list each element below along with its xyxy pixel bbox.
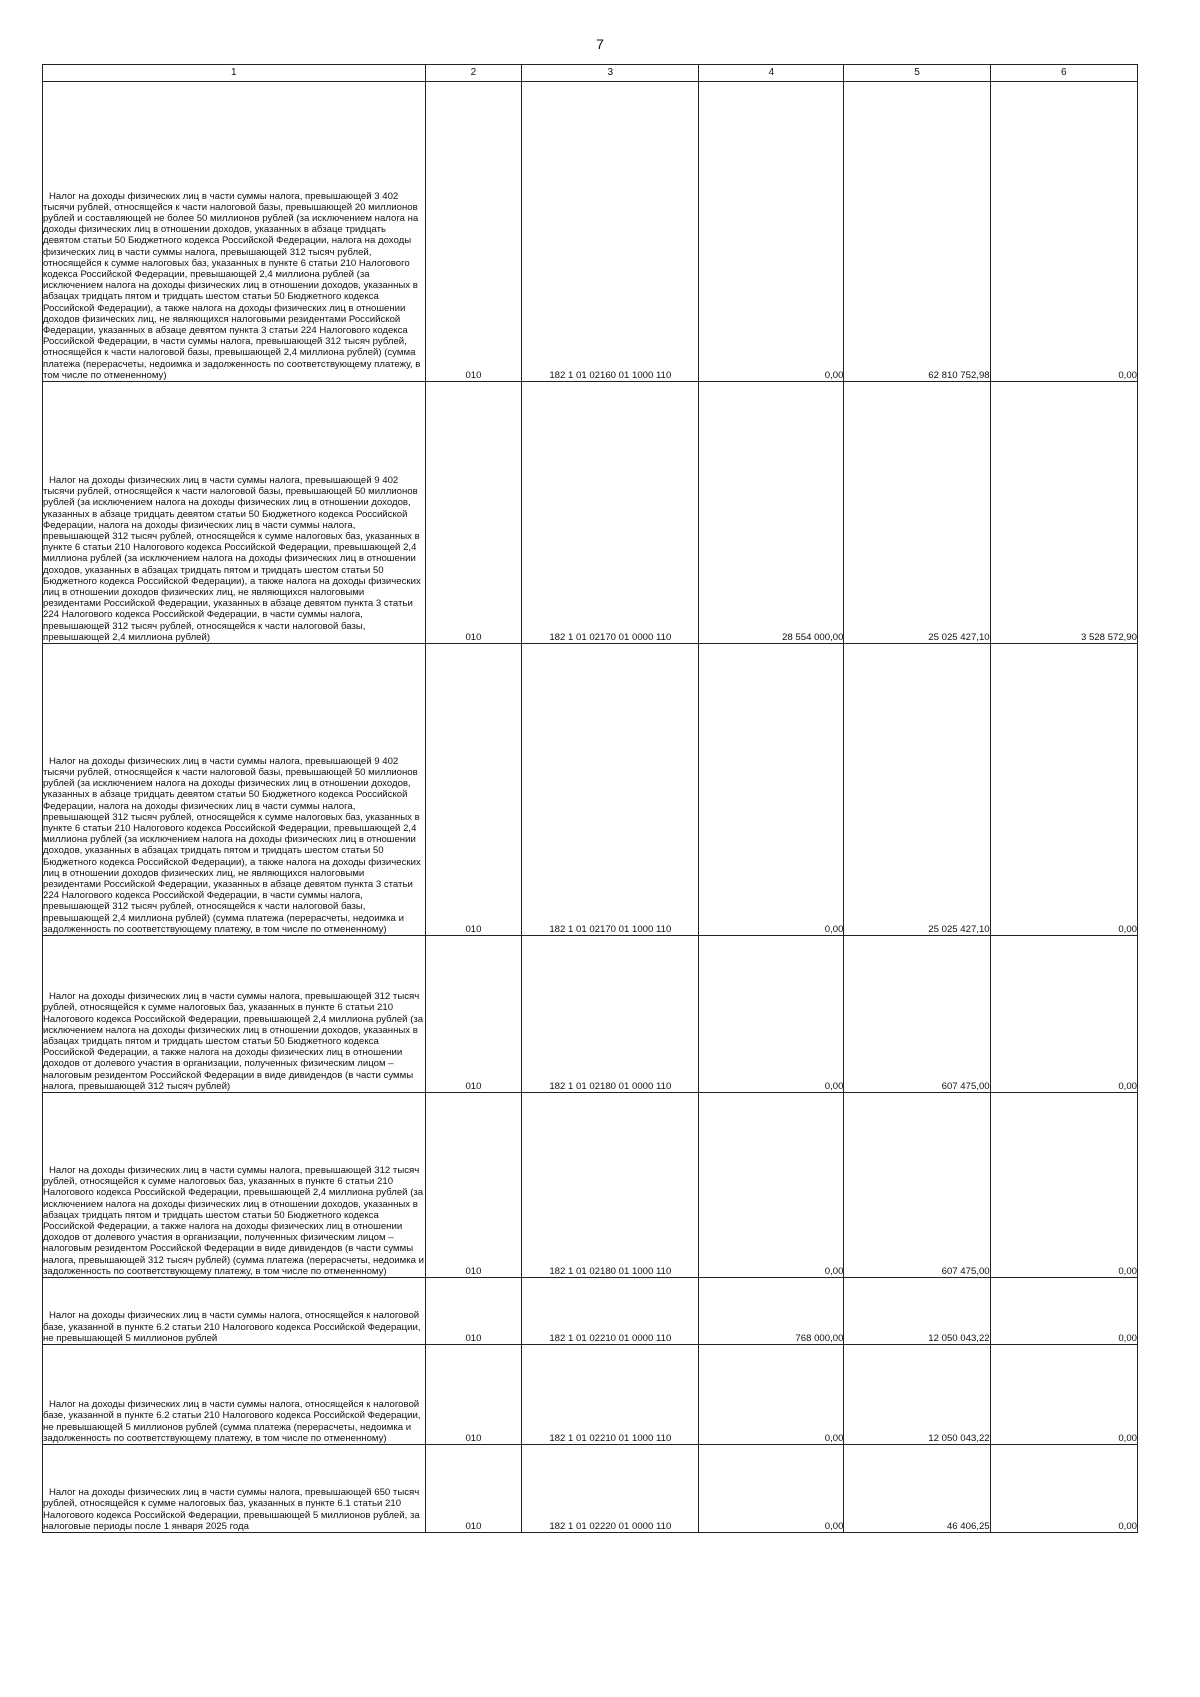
row-col5: 25 025 427,10 xyxy=(844,644,990,936)
row-code: 010 xyxy=(425,382,522,644)
table-row xyxy=(43,1093,1138,1278)
row-description: Налог на доходы физических лиц в части суммы налога, превышающей 312 тысяч рублей, относящейся к сумме налоговых баз, указанных в пункте 6 статьи 210 Налогового кодекса Российской Федерации, превышающей 2,4 миллиона рублей (за исключением налога на доходы физических лиц в отношении доходов, указанных в абзацах тридцать пятом и тридцать шестом статьи 50 Бюджетного кодекса Российской Федерации, а также налога на доходы физических лиц в отношении доходов от долевого участия в организации, полученных физическим лицом – налоговым резидентом Российской Федерации в виде дивидендов (в части суммы налога, превышающей 312 тысяч рублей) (сумма платежа (перерасчеты, недоимка и задолженность по соответствующему платежу, в том числе по отмененному) xyxy=(43,1093,426,1278)
row-code: 010 xyxy=(425,1278,522,1345)
row-col5: 62 810 752,98 xyxy=(844,82,990,382)
row-col4: 0,00 xyxy=(699,1093,844,1278)
header-row xyxy=(43,65,1138,82)
row-description: Налог на доходы физических лиц в части суммы налога, относящейся к налоговой базе, указанной в пункте 6.2 статьи 210 Налогового кодекса Российской Федерации, не превышающей 5 миллионов рублей (сумма платежа (перерасчеты, недоимка и задолженность по соответствующему платежу, в том числе по отмененному) xyxy=(43,1345,426,1445)
column-header-4: 4 xyxy=(699,65,844,82)
row-col4: 0,00 xyxy=(699,644,844,936)
row-col6: 0,00 xyxy=(990,936,1137,1093)
row-kbk: 182 1 01 02170 01 0000 110 xyxy=(522,382,699,644)
row-col6: 0,00 xyxy=(990,1445,1137,1533)
row-col6: 0,00 xyxy=(990,1278,1137,1345)
row-col6: 0,00 xyxy=(990,1093,1137,1278)
table-row xyxy=(43,382,1138,644)
column-header-3: 3 xyxy=(522,65,699,82)
row-code: 010 xyxy=(425,1093,522,1278)
revenue-table xyxy=(42,64,1138,1533)
row-col5: 607 475,00 xyxy=(844,1093,990,1278)
table-row xyxy=(43,1345,1138,1445)
row-kbk: 182 1 01 02160 01 1000 110 xyxy=(522,82,699,382)
row-description: Налог на доходы физических лиц в части суммы налога, превышающей 9 402 тысячи рублей, относящейся к части налоговой базы, превышающей 50 миллионов рублей (за исключением налога на доходы физических лиц в отношении доходов, указанных в абзаце тридцать девятом статьи 50 Бюджетного кодекса Российской Федерации, налога на доходы физических лиц в части суммы налога, превышающей 312 тысяч рублей, относящейся к сумме налоговых баз, указанных в пункте 6 статьи 210 Налогового кодекса Российской Федерации, превышающей 2,4 миллиона рублей (за исключением налога на доходы физических лиц в отношении доходов, указанных в абзацах тридцать пятом и тридцать шестом статьи 50 Бюджетного кодекса Российской Федерации), а также налога на доходы физических лиц в отношении доходов физических лиц, не являющихся налоговыми резидентами Российской Федерации, указанных в абзаце девятом пункта 3 статьи 224 Налогового кодекса Российской Федерации, в части суммы налога, превышающей 312 тысяч рублей, относящейся к части налоговой базы, превышающей 2,4 миллиона рублей) (сумма платежа (перерасчеты, недоимка и задолженность по соответствующему платежу, в том числе по отмененному) xyxy=(43,644,426,936)
row-col5: 12 050 043,22 xyxy=(844,1278,990,1345)
row-kbk: 182 1 01 02180 01 0000 110 xyxy=(522,936,699,1093)
row-code: 010 xyxy=(425,82,522,382)
row-col6: 0,00 xyxy=(990,1345,1137,1445)
row-code: 010 xyxy=(425,1345,522,1445)
page-number: 7 xyxy=(596,36,604,52)
row-description: Налог на доходы физических лиц в части суммы налога, превышающей 3 402 тысячи рублей, относящейся к части налоговой базы, превышающей 20 миллионов рублей и составляющей не более 50 миллионов рублей (за исключением налога на доходы физических лиц в отношении доходов, указанных в абзаце тридцать девятом статьи 50 Бюджетного кодекса Российской Федерации, налога на доходы физических лиц в части суммы налога, превышающей 312 тысяч рублей, относящейся к сумме налоговых баз, указанных в пункте 6 статьи 210 Налогового кодекса Российской Федерации, превышающей 2,4 миллиона рублей (за исключением налога на доходы физических лиц в отношении доходов, указанных в абзацах тридцать пятом и тридцать шестом статьи 50 Бюджетного кодекса Российской Федерации), а также налога на доходы физических лиц в отношении доходов физических лиц, не являющихся налоговыми резидентами Российской Федерации, указанных в абзаце девятом пункта 3 статьи 224 Налогового кодекса Российской Федерации, в части суммы налога, превышающей 312 тысяч рублей, относящейся к части налоговой базы, превышающей 2,4 миллиона рублей) (сумма платежа (перерасчеты, недоимка и задолженность по соответствующему платежу, в том числе по отмененному) xyxy=(43,82,426,382)
table-row xyxy=(43,82,1138,382)
row-col4: 768 000,00 xyxy=(699,1278,844,1345)
table-row xyxy=(43,1445,1138,1533)
row-col4: 0,00 xyxy=(699,1445,844,1533)
row-col4: 28 554 000,00 xyxy=(699,382,844,644)
row-kbk: 182 1 01 02220 01 0000 110 xyxy=(522,1445,699,1533)
row-description: Налог на доходы физических лиц в части суммы налога, превышающей 650 тысяч рублей, относящейся к сумме налоговых баз, указанных в пункте 6.1 статьи 210 Налогового кодекса Российской Федерации, превышающей 5 миллионов рублей, за налоговые периоды после 1 января 2025 года xyxy=(43,1445,426,1533)
row-col5: 25 025 427,10 xyxy=(844,382,990,644)
row-col5: 607 475,00 xyxy=(844,936,990,1093)
column-header-1: 1 xyxy=(43,65,426,82)
column-header-6: 6 xyxy=(990,65,1137,82)
row-kbk: 182 1 01 02210 01 0000 110 xyxy=(522,1278,699,1345)
row-col6: 0,00 xyxy=(990,82,1137,382)
row-col4: 0,00 xyxy=(699,936,844,1093)
row-col6: 3 528 572,90 xyxy=(990,382,1137,644)
row-code: 010 xyxy=(425,936,522,1093)
table-row xyxy=(43,936,1138,1093)
row-col4: 0,00 xyxy=(699,1345,844,1445)
column-header-5: 5 xyxy=(844,65,990,82)
column-header-2: 2 xyxy=(425,65,522,82)
row-code: 010 xyxy=(425,644,522,936)
table-row xyxy=(43,1278,1138,1345)
row-kbk: 182 1 01 02170 01 1000 110 xyxy=(522,644,699,936)
row-code: 010 xyxy=(425,1445,522,1533)
row-description: Налог на доходы физических лиц в части суммы налога, превышающей 312 тысяч рублей, относящейся к сумме налоговых баз, указанных в пункте 6 статьи 210 Налогового кодекса Российской Федерации, превышающей 2,4 миллиона рублей (за исключением налога на доходы физических лиц в отношении доходов, указанных в абзацах тридцать пятом и тридцать шестом статьи 50 Бюджетного кодекса Российской Федерации, а также налога на доходы физических лиц в отношении доходов от долевого участия в организации, полученных физическим лицом – налоговым резидентом Российской Федерации в виде дивидендов (в части суммы налога, превышающей 312 тысяч рублей) xyxy=(43,936,426,1093)
row-description: Налог на доходы физических лиц в части суммы налога, относящейся к налоговой базе, указанной в пункте 6.2 статьи 210 Налогового кодекса Российской Федерации, не превышающей 5 миллионов рублей xyxy=(43,1278,426,1345)
table-row xyxy=(43,644,1138,936)
row-col6: 0,00 xyxy=(990,644,1137,936)
row-col5: 12 050 043,22 xyxy=(844,1345,990,1445)
row-col4: 0,00 xyxy=(699,82,844,382)
row-kbk: 182 1 01 02210 01 1000 110 xyxy=(522,1345,699,1445)
row-kbk: 182 1 01 02180 01 1000 110 xyxy=(522,1093,699,1278)
row-col5: 46 406,25 xyxy=(844,1445,990,1533)
row-description: Налог на доходы физических лиц в части суммы налога, превышающей 9 402 тысячи рублей, относящейся к части налоговой базы, превышающей 50 миллионов рублей (за исключением налога на доходы физических лиц в отношении доходов, указанных в абзаце тридцать девятом статьи 50 Бюджетного кодекса Российской Федерации, налога на доходы физических лиц в части суммы налога, превышающей 312 тысяч рублей, относящейся к сумме налоговых баз, указанных в пункте 6 статьи 210 Налогового кодекса Российской Федерации, превышающей 2,4 миллиона рублей (за исключением налога на доходы физических лиц в отношении доходов, указанных в абзацах тридцать пятом и тридцать шестом статьи 50 Бюджетного кодекса Российской Федерации), а также налога на доходы физических лиц в отношении доходов физических лиц, не являющихся налоговыми резидентами Российской Федерации, указанных в абзаце девятом пункта 3 статьи 224 Налогового кодекса Российской Федерации, в части суммы налога, превышающей 312 тысяч рублей, относящейся к части налоговой базы, превышающей 2,4 миллиона рублей) xyxy=(43,382,426,644)
